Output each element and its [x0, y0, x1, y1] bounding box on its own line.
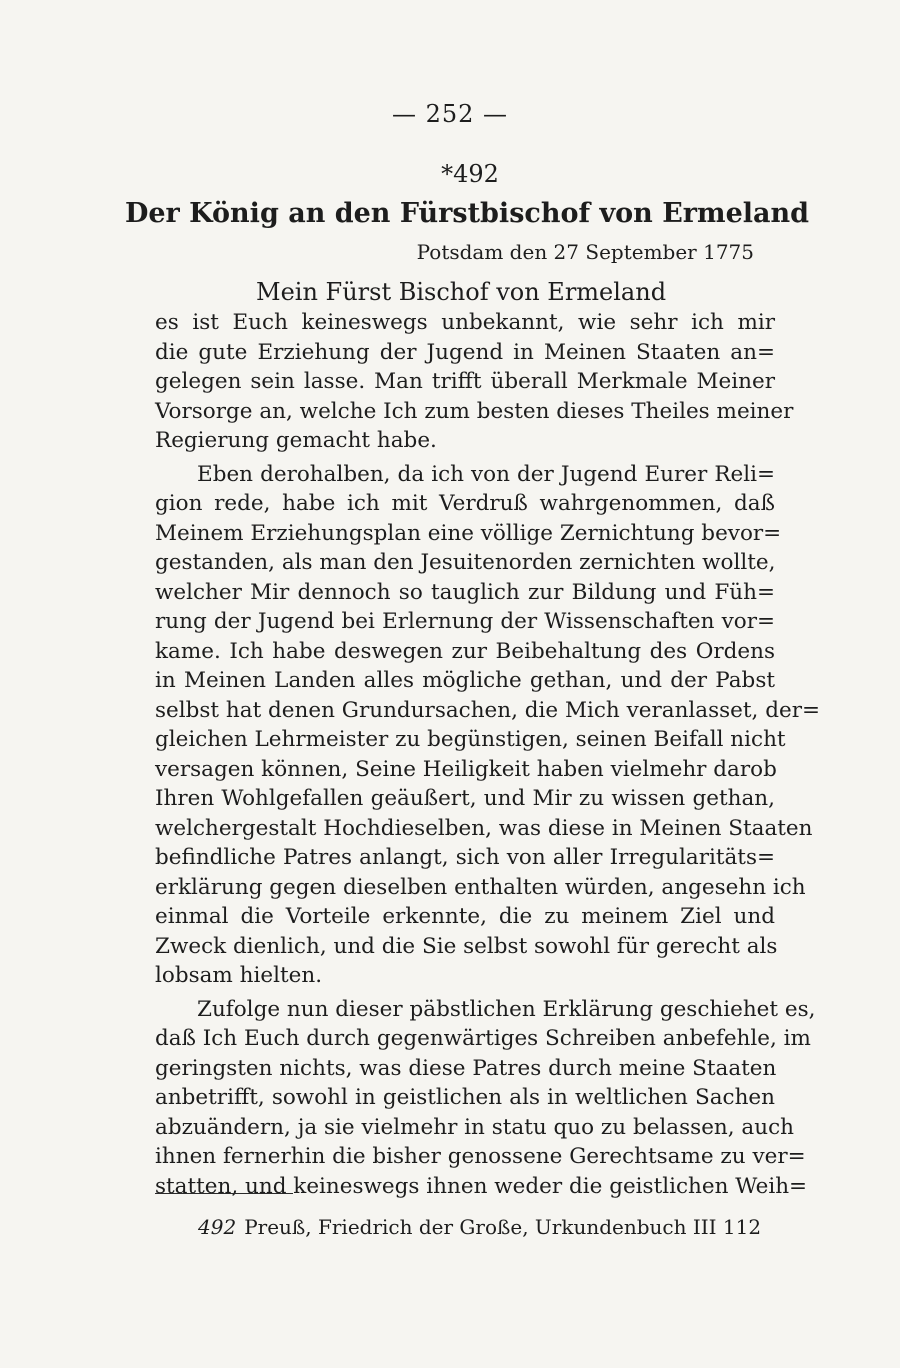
text-line: geringsten nichts, was diese Patres durch meine Staaten — [155, 1055, 777, 1081]
text-line: Vorsorge an, welche Ich zum besten dieses Theiles meiner — [155, 398, 794, 424]
text-line: abzuändern, ja sie vielmehr in statu quo zu belassen, auch — [155, 1114, 794, 1140]
text-line: daß Ich Euch durch gegenwärtiges Schreiben anbefehle, im — [155, 1026, 811, 1051]
text-line: statten, und keineswegs ihnen weder die geistlichen Weih= — [155, 1173, 808, 1199]
text-line: einmal die Vorteile erkennte, die zu meinem Ziel und — [155, 904, 775, 929]
document-title: Der König an den Fürstbischof von Ermeland — [124, 198, 810, 229]
text-line: kame. Ich habe deswegen zur Beibehaltung des Ordens — [155, 638, 775, 664]
text-line: versagen können, Seine Heiligkeit haben vielmehr darob — [155, 756, 777, 782]
text-line: gleichen Lehrmeister zu begünstigen, seinen Beifall nicht — [155, 727, 786, 752]
text-line: anbetrifft, sowohl in geistlichen als in weltlichen Sachen — [155, 1085, 775, 1110]
text-line: Ihren Wohlgefallen geäußert, und Mir zu wissen gethan, — [155, 786, 775, 811]
text-line: gestanden, als man den Jesuitenorden zernichten wollte, — [155, 550, 776, 575]
text-line: befindliche Patres anlangt, sich von aller Irregularitäts= — [155, 845, 775, 870]
text-line: rung der Jugend bei Erlernung der Wissenschaften vor= — [155, 609, 775, 634]
text-line: die gute Erziehung der Jugend in Meinen Staaten an= — [155, 339, 775, 365]
footnote-number: 492 — [198, 1215, 237, 1239]
letter-body — [155, 308, 820, 1205]
text-line: Eben derohalben, da ich von der Jugend Eurer Reli= — [197, 461, 775, 487]
text-line: gelegen sein lasse. Man trifft überall Merkmale Meiner — [155, 369, 775, 394]
text-line: Zweck dienlich, und die Sie selbst sowohl für gerecht als — [155, 933, 778, 959]
paragraph — [155, 995, 816, 1202]
text-line: erklärung gegen dieselben enthalten würden, angesehn ich — [155, 874, 806, 900]
text-line: es ist Euch keineswegs unbekannt, wie sehr ich mir — [155, 310, 775, 335]
page-number: — 252 — — [391, 100, 509, 128]
document-number: *492 — [441, 160, 499, 188]
footnote — [198, 1215, 761, 1239]
footnote-text: Preuß, Friedrich der Große, Urkundenbuch III 112 — [244, 1215, 762, 1239]
paragraph — [155, 308, 794, 456]
paragraph — [155, 460, 820, 991]
text-line: Zufolge nun dieser päbstlichen Erklärung geschiehet es, — [197, 996, 816, 1022]
text-line: welchergestalt Hochdieselben, was diese in Meinen Staaten — [155, 815, 813, 841]
text-line: lobsam hielten. — [155, 963, 323, 988]
text-line: gion rede, habe ich mit Verdruß wahrgenommen, daß — [155, 491, 775, 516]
text-line: Regierung gemacht habe. — [155, 428, 437, 453]
footnote-divider — [155, 1193, 293, 1194]
text-line: selbst hat denen Grundursachen, die Mich veranlasset, der= — [155, 697, 820, 723]
salutation: Mein Fürst Bischof von Ermeland — [256, 278, 667, 306]
text-line: welcher Mir dennoch so tauglich zur Bildung und Füh= — [155, 579, 775, 605]
text-line: ihnen fernerhin die bisher genossene Gerechtsame zu ver= — [155, 1144, 806, 1169]
text-line: Meinem Erziehungsplan eine völlige Zernichtung bevor= — [155, 520, 782, 546]
dateline: Potsdam den 27 September 1775 — [416, 240, 754, 264]
text-line: in Meinen Landen alles mögliche gethan, und der Pabst — [155, 668, 775, 693]
